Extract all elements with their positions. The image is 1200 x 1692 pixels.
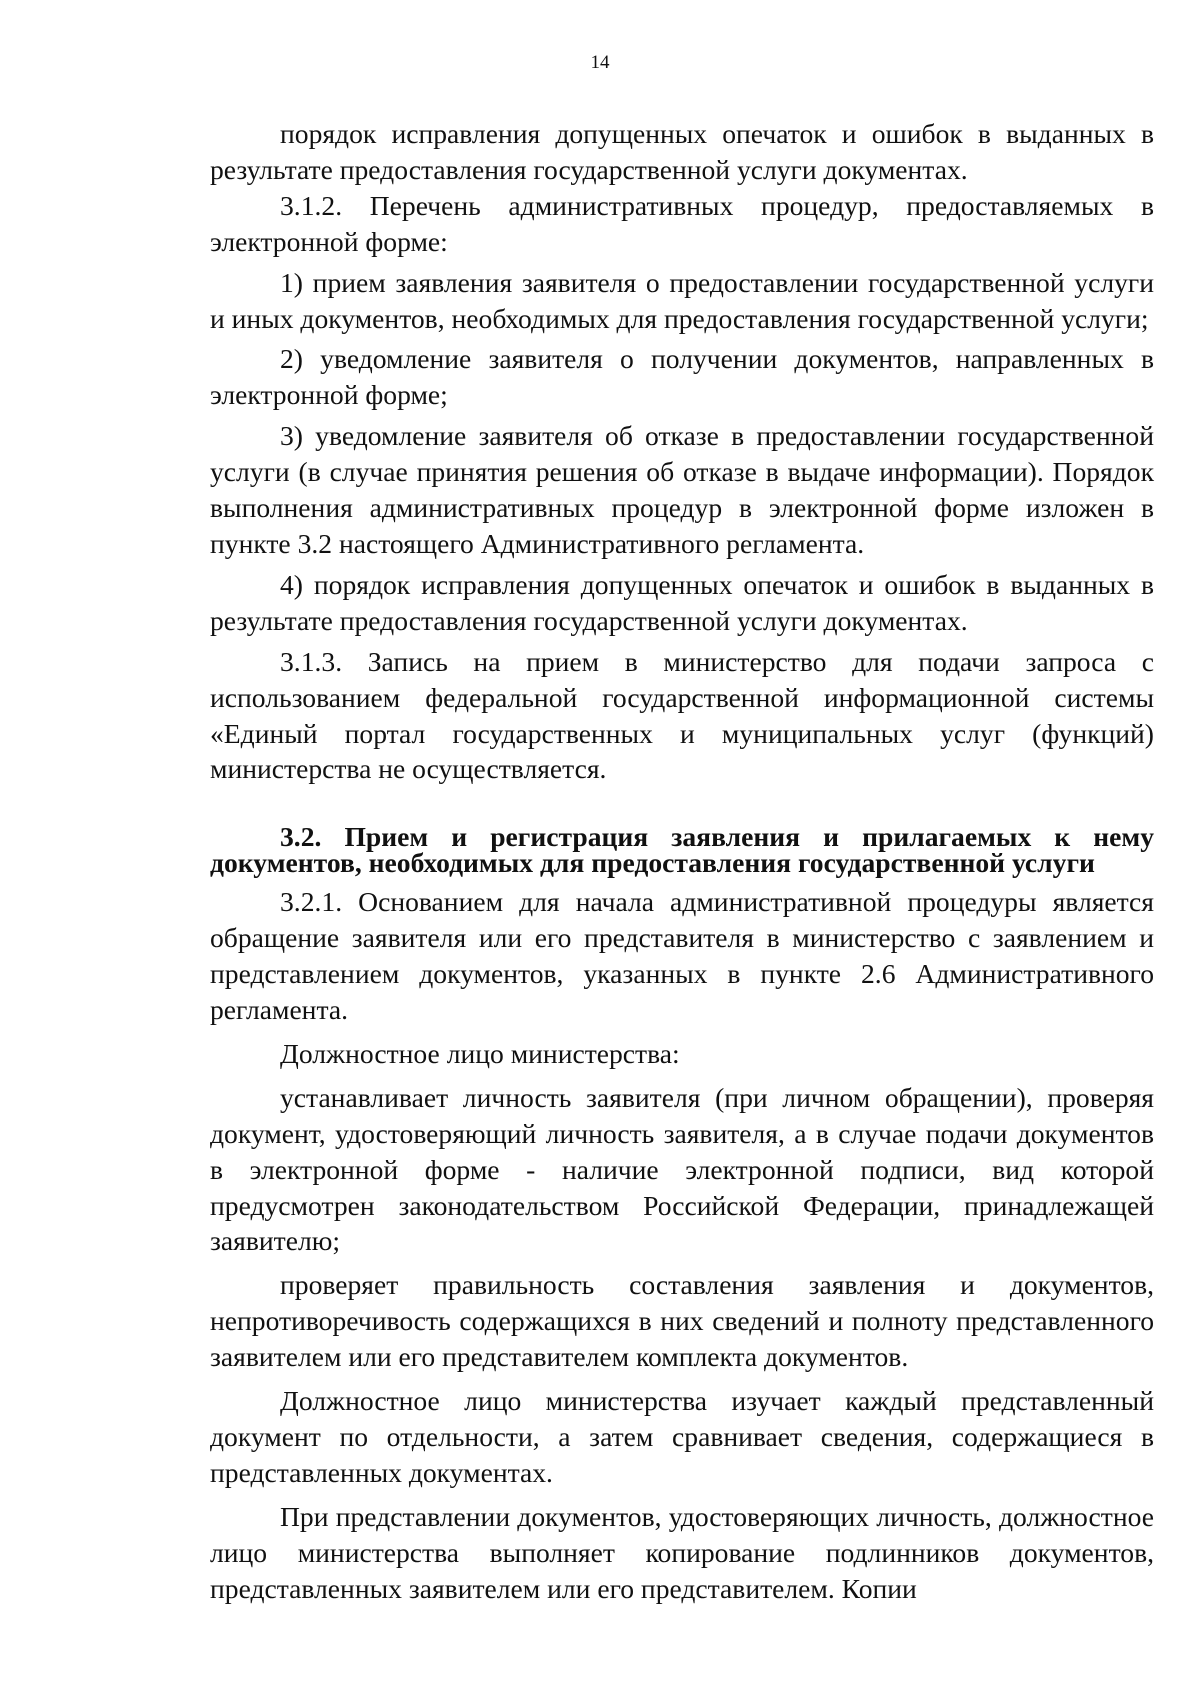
paragraph-correction-order: порядок исправления допущенных опечаток и ошибок в выданных в результате предоставления государственной услуги документах. xyxy=(210,118,1154,185)
paragraph-3-1-2: 3.1.2. Перечень административных процедур, предоставляемых в электронной форме: xyxy=(210,189,1154,257)
paragraph-documents-check: проверяет правильность составления заявления и документов, непротиворечивость содержащихся в них сведений и полноту представленного заявителем или его представителем комплекта документов. xyxy=(210,1269,1154,1373)
paragraph-3-1-3: 3.1.3. Запись на прием в министерство для подачи запроса с использованием федеральной государственной информационной системы «Единый портал государственных и муниципальных услуг (функций) министерства не осуществляется. xyxy=(210,645,1154,785)
paragraph-official: Должностное лицо министерства: xyxy=(280,1037,680,1069)
document-body xyxy=(210,116,1154,1607)
paragraph-copying: При представлении документов, удостоверяющих личность, должностное лицо министерства выполняет копирование подлинников документов, представленных заявителем или его представителем. Копии xyxy=(210,1500,1154,1604)
paragraph-3-2-1: 3.2.1. Основанием для начала административной процедуры является обращение заявителя или его представителя в министерство с заявлением и представлением документов, указанных в пункте 2.6 Административного регламента. xyxy=(210,886,1154,1026)
list-item-3: 3) уведомление заявителя об отказе в предоставлении государственной услуги (в случае принятия решения об отказе в выдаче информации). Порядок выполнения административных процедур в электронной форме изложен в пункте 3.2 настоящего Административного регламента. xyxy=(210,420,1154,559)
list-item-4: 4) порядок исправления допущенных опечаток и ошибок в выданных в результате предоставления государственной услуги документах. xyxy=(210,568,1154,636)
section-heading-3-2: 3.2. Прием и регистрация заявления и прилагаемых к нему документов, необходимых для предоставления государственной услуги xyxy=(210,821,1154,879)
paragraph-compare: Должностное лицо министерства изучает каждый представленный документ по отдельности, а затем сравнивает сведения, содержащиеся в представленных документах. xyxy=(210,1385,1154,1488)
list-item-1: 1) прием заявления заявителя о предоставлении государственной услуги и иных документов, необходимых для предоставления государственной услуги; xyxy=(210,266,1154,334)
paragraph-identity-check: устанавливает личность заявителя (при личном обращении), проверяя документ, удостоверяющий личность заявителя, а в случае подачи документов в электронной форме - наличие электронной подписи, вид которой предусмотрен законодательством Российской Федерации, принадлежащей заявителю; xyxy=(210,1081,1154,1257)
page-number: 14 xyxy=(590,52,610,73)
list-item-2: 2) уведомление заявителя о получении документов, направленных в электронной форме; xyxy=(210,343,1154,411)
